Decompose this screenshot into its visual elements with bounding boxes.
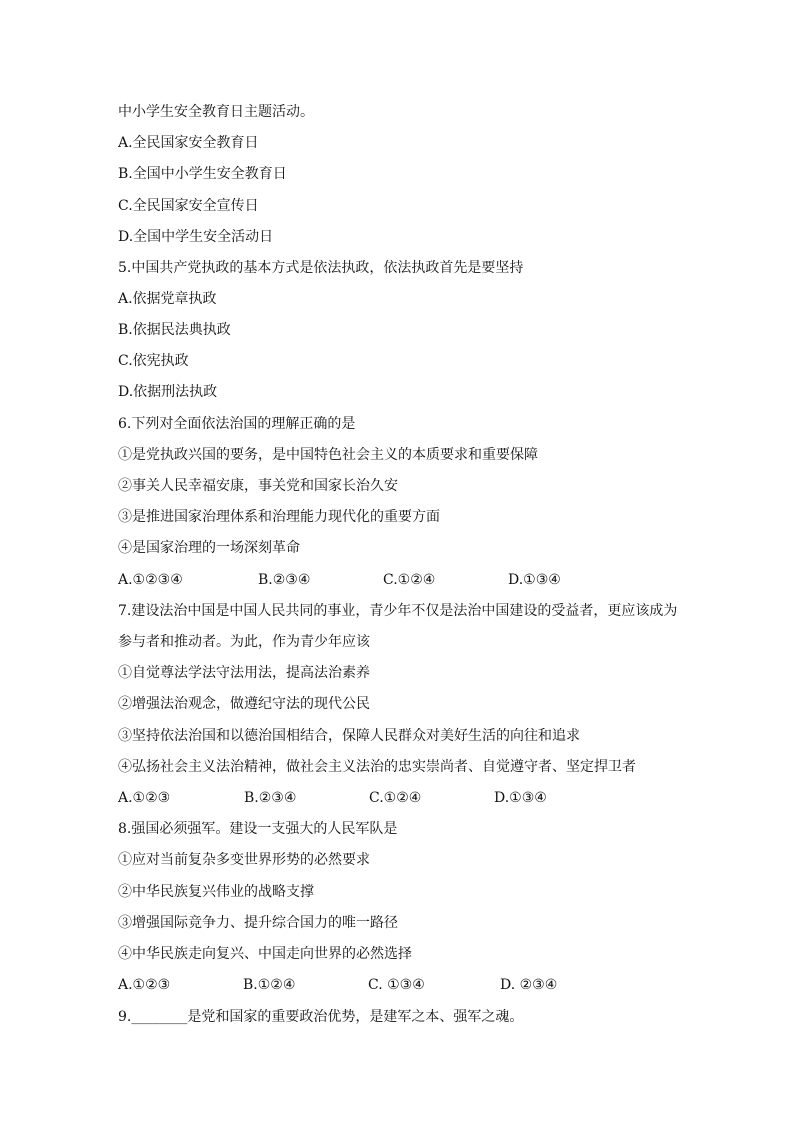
q6-option-a: A.①②③④ — [118, 572, 183, 588]
q4-option-d: D.全国中学生安全活动日 — [118, 229, 274, 245]
q7-option-d: D.①③④ — [494, 790, 547, 806]
q7-option-a: A.①②③ — [118, 790, 171, 806]
q7-option-b: B.②③④ — [244, 790, 297, 806]
q4-option-a: A.全民国家安全教育日 — [118, 135, 259, 151]
q7-statement-1: ①自觉尊法学法守法用法，提高法治素养 — [118, 665, 370, 681]
q6-stem: 6.下列对全面依法治国的理解正确的是 — [118, 416, 356, 432]
q8-option-b: B.①②④ — [243, 977, 296, 993]
q6-option-c: C.①②④ — [383, 572, 436, 588]
q8-statement-1: ①应对当前复杂多变世界形势的必然要求 — [118, 852, 370, 868]
q7-option-c: C.①②④ — [369, 790, 422, 806]
q7-stem-line-2: 参与者和推动者。为此，作为青少年应该 — [118, 634, 370, 650]
q8-statement-3: ③增强国际竞争力、提升综合国力的唯一路径 — [118, 915, 398, 931]
q6-option-d: D.①③④ — [508, 572, 561, 588]
q4-option-b: B.全国中小学生安全教育日 — [118, 166, 287, 182]
q5-option-b: B.依据民法典执政 — [118, 322, 231, 338]
q6-statement-4: ④是国家治理的一场深刻革命 — [118, 540, 300, 556]
q9-stem: 9.________是党和国家的重要政治优势，是建军之本、强军之魂。 — [118, 1009, 524, 1025]
q7-statement-4: ④弘扬社会主义法治精神，做社会主义法治的忠实崇尚者、自觉遵守者、坚定捍卫者 — [118, 759, 636, 775]
q5-stem: 5.中国共产党执政的基本方式是依法执政，依法执政首先是要坚持 — [118, 260, 524, 276]
q5-option-d: D.依据刑法执政 — [118, 384, 218, 400]
q7-statement-2: ②增强法治观念，做遵纪守法的现代公民 — [118, 696, 370, 712]
q6-statement-3: ③是推进国家治理体系和治理能力现代化的重要方面 — [118, 509, 440, 525]
q5-option-a: A.依据党章执政 — [118, 291, 217, 307]
q8-option-c: C. ①③④ — [368, 977, 425, 993]
q8-statement-2: ②中华民族复兴伟业的战略支撑 — [118, 884, 314, 900]
q8-option-d: D. ②③④ — [500, 977, 558, 993]
q8-stem: 8.强国必须强军。建设一支强大的人民军队是 — [118, 821, 398, 837]
q7-statement-3: ③坚持依法治国和以德治国相结合，保障人民群众对美好生活的向往和追求 — [118, 728, 580, 744]
q6-statement-1: ①是党执政兴国的要务，是中国特色社会主义的本质要求和重要保障 — [118, 447, 538, 463]
q5-option-c: C.依宪执政 — [118, 353, 189, 369]
q4-option-c: C.全民国家安全宣传日 — [118, 198, 259, 214]
q6-statement-2: ②事关人民幸福安康，事关党和国家长治久安 — [118, 478, 398, 494]
q7-stem-line-1: 7.建设法治中国是中国人民共同的事业，青少年不仅是法治中国建设的受益者，更应该成为 — [118, 603, 678, 619]
q8-option-a: A.①②③ — [118, 977, 171, 993]
q8-statement-4: ④中华民族走向复兴、中国走向世界的必然选择 — [118, 946, 412, 962]
q4-stem-tail: 中小学生安全教育日主题活动。 — [118, 104, 314, 120]
q6-option-b: B.②③④ — [258, 572, 311, 588]
